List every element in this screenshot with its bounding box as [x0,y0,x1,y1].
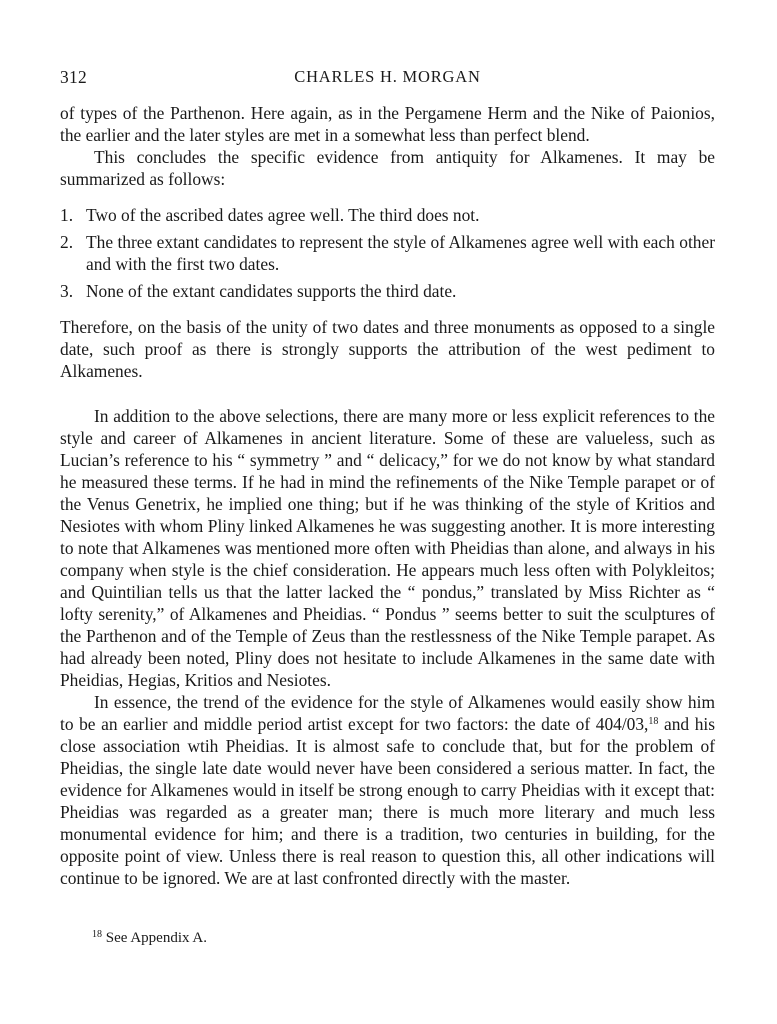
footnote-marker: 18 [92,929,102,940]
list-number: 2. [60,232,74,252]
running-title: CHARLES H. MORGAN [294,67,481,86]
paragraph-4: In addition to the above selections, there are many more or less explicit references to the style and career of Alkamenes in ancient literature. Some of these are valueless, such as Lucian’s reference to his “ symmetry ” and “ delicacy,” for we do not know by what standard he measured these terms. If he had in mind the refinements of the Nike Temple parapet or of the Venus Genetrix, he implied one thing; but if he was thinking of the style of Kritios and Nesiotes with whom Pliny linked Alkamenes he was suggesting another. It is more interesting to note that Alkamenes was mentioned more often with Pheidias than alone, and always in his company when style is the chief consideration. He appears much less often with Polykleitos; and Quintilian tells us that the latter lacked the “ pondus,” translated by Miss Richter as “ lofty serenity,” of Alkamenes and Pheidias. “ Pondus ” seems better to suit the sculptures of the Parthenon and of the Temple of Zeus than the restlessness of the Nike Temple parapet. As had already been noted, Pliny does not hesitate to include Alkamenes in the same date with Pheidias, Hegias, Kritios and Nesiotes. [60,406,715,690]
paragraph-1: of types of the Parthenon. Here again, as in the Pergamene Herm and the Nike of Paionios, the earlier and the later styles are met in a somewhat less than perfect blend. [60,103,715,145]
footnote-reference[interactable]: 18 [648,716,659,727]
list-text: Two of the ascribed dates agree well. The third does not. [86,205,480,225]
list-item [60,231,715,275]
list-item [60,204,715,226]
list-item [60,280,715,302]
body-text [60,102,715,889]
list-text: The three extant candidates to represent the style of Alkamenes agree well with each other and with the first two dates. [86,232,715,274]
list-text: None of the extant candidates supports the third date. [86,281,457,301]
paragraph-5 [60,691,715,889]
list-number: 3. [60,281,74,301]
paragraph-2: This concludes the specific evidence from antiquity for Alkamenes. It may be summarized as follows: [60,147,715,189]
paragraph-5-end: and his close association wtih Pheidias. It is almost safe to conclude that, but for the problem of Pheidias, the single late date would never have been considered a serious matter. In fact, the evidence for Alkamenes would in itself be strong enough to carry Pheidias with it except that: Pheidias was regarded as a greater man; there is much more literary and much less monumental evidence for him; and there is a tradition, two centuries in building, for the opposite point of view. Unless there is real reason to question this, all other indications will continue to be ignored. We are at last confronted directly with the master. [60,714,715,888]
footnote-text: See Appendix A. [102,930,207,946]
list-number: 1. [60,205,74,225]
footnote [92,927,207,949]
paragraph-5-start: In essence, the trend of the evidence for the style of Alkamenes would easily show him to be an earlier and middle period artist except for two factors: the date of 404/03, [60,692,715,734]
running-header [60,66,715,88]
page-number: 312 [60,67,87,87]
summary-list [60,204,715,302]
paragraph-3: Therefore, on the basis of the unity of two dates and three monuments as opposed to a single date, such proof as there is strongly supports the attribution of the west pediment to Alkamenes. [60,317,715,381]
